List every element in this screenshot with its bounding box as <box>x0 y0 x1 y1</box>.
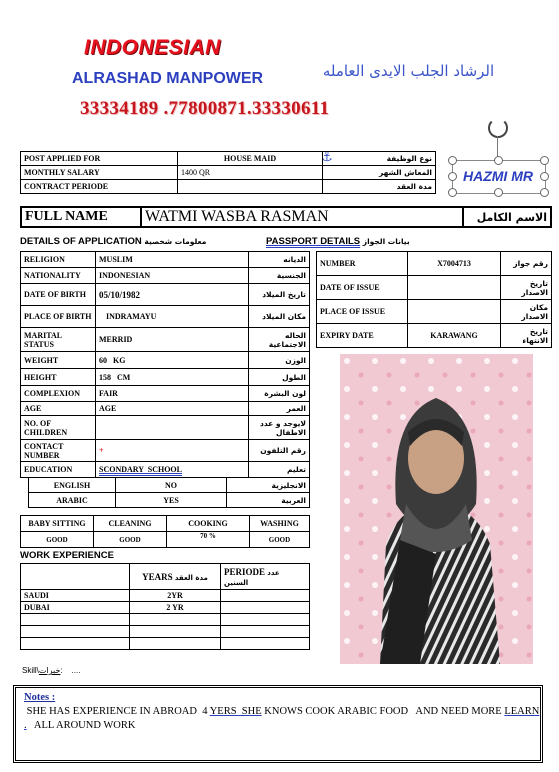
skill-header: CLEANING <box>94 516 167 532</box>
skill-header: COOKING <box>167 516 250 532</box>
post-label: CONTRACT PERIODE <box>21 180 178 194</box>
handle-ml[interactable] <box>448 172 457 181</box>
phone-numbers: 33334189 .77800871.33330611 <box>80 98 330 119</box>
details-row <box>21 386 310 402</box>
work-col-years <box>130 564 221 590</box>
passport-row <box>317 276 552 300</box>
details-row <box>21 352 310 369</box>
passport-label: PLACE OF ISSUE <box>317 300 408 324</box>
post-value: HOUSE MAID <box>178 152 323 166</box>
handle-bl[interactable] <box>448 188 457 197</box>
details-label: DATE OF BIRTH <box>21 284 96 306</box>
details-value: INDRAMAYU <box>96 306 249 328</box>
details-row <box>21 369 310 386</box>
passport-value <box>408 276 501 300</box>
skill-line-en: Skill\ <box>22 666 39 675</box>
full-name-ar: الاسم الكامل <box>463 207 551 227</box>
handle-tl[interactable] <box>448 156 457 165</box>
work-period <box>221 590 310 602</box>
skill-value: GOOD <box>21 532 94 548</box>
skill-line <box>22 666 80 675</box>
handle-mr[interactable] <box>540 172 549 181</box>
work-col-country <box>21 564 130 590</box>
skill-line-tail: : .... <box>60 666 81 675</box>
details-label: EDUCATION <box>21 462 96 478</box>
details-table <box>20 251 310 478</box>
details-row <box>21 306 310 328</box>
details-label-ar: الطول <box>249 369 310 386</box>
details-label-ar: تعليم <box>249 462 310 478</box>
details-label-ar: الحاله الاجتماعية <box>249 328 310 352</box>
work-years: 2 YR <box>130 602 221 614</box>
details-heading-en: DETAILS OF APPLICATION <box>20 236 142 247</box>
logo-text: HAZMI MR <box>463 168 533 184</box>
company-name-ar: الرشاد الجلب الايدى العامله <box>322 62 495 80</box>
details-value: 158 CM <box>96 369 249 386</box>
passport-label: EXPIRY DATE <box>317 324 408 348</box>
details-value: INDONESIAN <box>96 268 249 284</box>
details-label: AGE <box>21 402 96 416</box>
post-row <box>21 180 436 194</box>
work-experience-table <box>20 563 310 650</box>
handle-tr[interactable] <box>540 156 549 165</box>
work-header-row <box>21 564 310 590</box>
photo-illustration <box>340 354 533 664</box>
work-row <box>21 602 310 614</box>
work-country <box>21 638 130 650</box>
details-label-ar: الوزن <box>249 352 310 369</box>
work-years: 2YR <box>130 590 221 602</box>
work-period <box>221 614 310 626</box>
work-years <box>130 626 221 638</box>
post-table <box>20 151 436 194</box>
details-heading <box>20 236 206 247</box>
work-row <box>21 614 310 626</box>
notes-text-d: LEARN . <box>24 706 540 731</box>
company-name-en: ALRASHAD MANPOWER <box>72 70 264 87</box>
details-value: + <box>96 440 249 462</box>
skill-header: WASHING <box>250 516 310 532</box>
skill-line-ar: خبرات <box>38 666 61 675</box>
post-row <box>21 152 436 166</box>
work-col-years-ar: مدة العقد <box>174 573 208 582</box>
details-row <box>21 328 310 352</box>
work-years <box>130 614 221 626</box>
passport-row <box>317 252 552 276</box>
post-row <box>21 166 436 180</box>
details-row <box>21 402 310 416</box>
details-label-ar: لايوجد و عدد الاطفال <box>249 416 310 440</box>
handle-tm[interactable] <box>494 156 503 165</box>
language-value: NO <box>116 478 227 493</box>
passport-value <box>408 300 501 324</box>
details-value <box>96 416 249 440</box>
details-label: RELIGION <box>21 252 96 268</box>
details-label: COMPLEXION <box>21 386 96 402</box>
passport-heading-en: PASSPORT DETAILS <box>266 236 361 247</box>
notes-text-c: KNOWS COOK ARABIC FOOD AND NEED MORE <box>261 706 505 717</box>
full-name-label: FULL NAME <box>21 207 141 227</box>
details-label: MARITAL STATUS <box>21 328 96 352</box>
post-label-ar: المعاش الشهر <box>323 166 436 180</box>
details-value: MERRID <box>96 328 249 352</box>
skill-value: 70 % <box>167 532 250 548</box>
skills-header-row <box>21 516 310 532</box>
work-col-period-ar: عدد السنين <box>224 568 280 587</box>
passport-label-ar: مكان الاصدار <box>501 300 552 324</box>
work-col-years-en: YEARS <box>142 571 173 582</box>
brand-top-text: INDONESIAN <box>84 36 221 59</box>
passport-heading <box>266 236 410 247</box>
full-name-value: WATMI WASBA RASMAN <box>141 207 463 227</box>
passport-row <box>317 324 552 348</box>
details-label-ar: الديانه <box>249 252 310 268</box>
details-value: 60 KG <box>96 352 249 369</box>
work-row <box>21 638 310 650</box>
details-row <box>21 284 310 306</box>
work-row <box>21 590 310 602</box>
details-heading-ar: معلومات شخصية <box>144 237 207 246</box>
details-label: NATIONALITY <box>21 268 96 284</box>
passport-value: KARAWANG <box>408 324 501 348</box>
details-value: MUSLIM <box>96 252 249 268</box>
language-label-ar: الانجليزية <box>227 478 310 493</box>
details-value: AGE <box>96 402 249 416</box>
details-label: NO. OF CHILDREN <box>21 416 96 440</box>
passport-label-ar: تاريخ الاصدار <box>501 276 552 300</box>
languages-table <box>28 477 310 508</box>
notes-text-a: SHE HAS EXPERIENCE IN ABROAD 4 <box>24 706 210 717</box>
notes-box <box>13 685 543 763</box>
language-row <box>29 493 310 508</box>
work-row <box>21 626 310 638</box>
details-row <box>21 252 310 268</box>
details-row <box>21 440 310 462</box>
details-row <box>21 268 310 284</box>
details-value: 05/10/1982 <box>96 284 249 306</box>
full-name-table <box>20 206 552 228</box>
work-country <box>21 614 130 626</box>
work-period <box>221 638 310 650</box>
details-label-ar: لون البشرة <box>249 386 310 402</box>
details-label-ar: الجنسية <box>249 268 310 284</box>
skills-table <box>20 515 310 548</box>
skills-value-row <box>21 532 310 548</box>
work-col-period-en: PERIODE <box>224 566 266 577</box>
details-label-ar: رقم التلفون <box>249 440 310 462</box>
notes-text-e: ALL AROUND WORK <box>26 720 136 731</box>
details-label-ar: تاريخ الميلاد <box>249 284 310 306</box>
hazmi-logo[interactable] <box>452 160 544 192</box>
passport-label: DATE OF ISSUE <box>317 276 408 300</box>
details-label-ar: مكان الميلاد <box>249 306 310 328</box>
post-value <box>178 180 323 194</box>
post-label-ar: نوع الوظيفة <box>323 152 436 166</box>
details-row <box>21 416 310 440</box>
details-label-ar: العمر <box>249 402 310 416</box>
work-col-period <box>221 564 310 590</box>
language-value: YES <box>116 493 227 508</box>
work-experience-heading: WORK EXPERIENCE <box>20 550 114 561</box>
work-country: SAUDI <box>21 590 130 602</box>
language-label-ar: العربية <box>227 493 310 508</box>
passport-label-ar: تاريخ الانتهاء <box>501 324 552 348</box>
details-label: CONTACT NUMBER <box>21 440 96 462</box>
details-label: WEIGHT <box>21 352 96 369</box>
handle-br[interactable] <box>540 188 549 197</box>
details-label: HEIGHT <box>21 369 96 386</box>
handle-bm[interactable] <box>494 188 503 197</box>
skill-header: BABY SITTING <box>21 516 94 532</box>
skill-value: GOOD <box>250 532 310 548</box>
post-label: MONTHLY SALARY <box>21 166 178 180</box>
work-years <box>130 638 221 650</box>
passport-heading-ar: بيانات الجواز <box>362 237 410 246</box>
details-label: PLACE OF BIRTH <box>21 306 96 328</box>
notes-label: Notes : <box>24 692 56 703</box>
anchor-icon: ⚓ <box>321 150 333 165</box>
details-value: SCONDARY SCHOOL <box>96 462 249 478</box>
passport-row <box>317 300 552 324</box>
work-country: DUBAI <box>21 602 130 614</box>
work-period <box>221 602 310 614</box>
skill-value: GOOD <box>94 532 167 548</box>
passport-table <box>316 251 552 348</box>
post-label: POST APPLIED FOR <box>21 152 178 166</box>
applicant-photo <box>340 354 533 664</box>
language-row <box>29 478 310 493</box>
language-label: ENGLISH <box>29 478 116 493</box>
details-value: FAIR <box>96 386 249 402</box>
logo-rotate-icon[interactable] <box>488 118 508 138</box>
work-period <box>221 626 310 638</box>
notes-text-b: YERS SHE <box>209 706 262 717</box>
passport-label-ar: رقم جواز <box>501 252 552 276</box>
details-row <box>21 462 310 478</box>
language-label: ARABIC <box>29 493 116 508</box>
work-country <box>21 626 130 638</box>
post-value: 1400 QR <box>178 166 323 180</box>
passport-label: NUMBER <box>317 252 408 276</box>
post-label-ar: مدة العقد <box>323 180 436 194</box>
passport-value: X7004713 <box>408 252 501 276</box>
